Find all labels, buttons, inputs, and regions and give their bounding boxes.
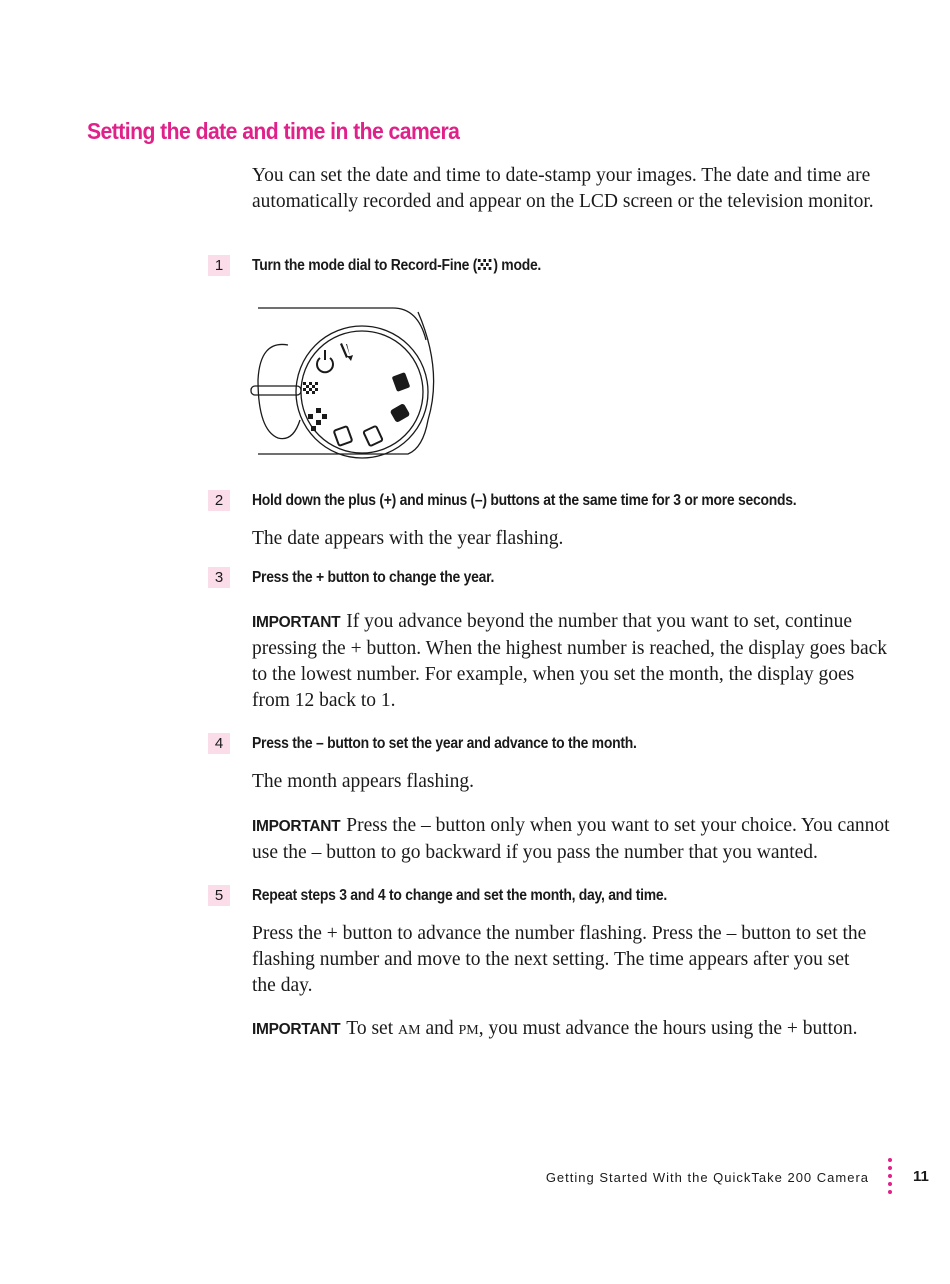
step-4-body: The month appears flashing. xyxy=(252,771,475,792)
important-label-1: IMPORTANT xyxy=(252,614,341,631)
step-number-4: 4 xyxy=(208,733,230,754)
page-heading: Setting the date and time in the camera xyxy=(87,118,460,144)
record-fine-icon xyxy=(477,258,493,272)
important-text-1: If you advance beyond the number that you want to set, continue pressing the + button. When the highest number is reached, the display goes back to the lowest number. For example, when you set the month, the display goes from 12 back to 1. xyxy=(252,611,888,711)
footer-dot xyxy=(888,1182,892,1186)
step-5-body: Press the + button to advance the number flashing. Press the – button to set the flashing number and move to the next setting. The time appears after you set the day. xyxy=(252,923,867,996)
step-number-5: 5 xyxy=(208,885,230,906)
important-label-2: IMPORTANT xyxy=(252,818,341,835)
step-1-post: ) mode. xyxy=(493,257,542,274)
step-number-3: 3 xyxy=(208,567,230,588)
footer-dot xyxy=(888,1166,892,1170)
important-note-1 xyxy=(252,609,892,714)
pm-text: pm xyxy=(458,1018,479,1039)
footer-dot xyxy=(888,1190,892,1194)
intro-paragraph: You can set the date and time to date-stamp your images. The date and time are automatically recorded and appear on the LCD screen or the television monitor. xyxy=(252,165,874,212)
step-2-body: The date appears with the year flashing. xyxy=(252,528,564,549)
footer-title: Getting Started With the QuickTake 200 Camera xyxy=(545,1170,869,1185)
step-text-1 xyxy=(252,255,864,276)
important-label-3: IMPORTANT xyxy=(252,1021,341,1038)
step-1-pre: Turn the mode dial to Record-Fine ( xyxy=(252,257,478,274)
step-number-1: 1 xyxy=(208,255,230,276)
step-text-2: Hold down the plus (+) and minus (–) buttons at the same time for 3 or more seconds. xyxy=(252,492,797,509)
important-text-3c: , you must advance the hours using the + button. xyxy=(478,1018,858,1039)
am-text: am xyxy=(398,1018,421,1039)
mode-dial-illustration xyxy=(248,300,440,465)
footer-dots-decoration xyxy=(888,1158,894,1198)
important-text-2: Press the – button only when you want to set your choice. You cannot use the – button to go backward if you pass the number that you wanted. xyxy=(252,815,890,863)
step-number-2: 2 xyxy=(208,490,230,511)
important-text-3b: and xyxy=(420,1018,459,1039)
important-note-2 xyxy=(252,813,912,866)
footer-dot xyxy=(888,1158,892,1162)
step-text-3: Press the + button to change the year. xyxy=(252,569,495,586)
step-text-4: Press the – button to set the year and advance to the month. xyxy=(252,735,637,752)
footer-dot xyxy=(888,1174,892,1178)
important-text-3a: To set xyxy=(346,1018,398,1039)
step-text-5: Repeat steps 3 and 4 to change and set the month, day, and time. xyxy=(252,887,668,904)
important-note-3 xyxy=(252,1016,932,1043)
page-number: 11 xyxy=(913,1168,929,1185)
